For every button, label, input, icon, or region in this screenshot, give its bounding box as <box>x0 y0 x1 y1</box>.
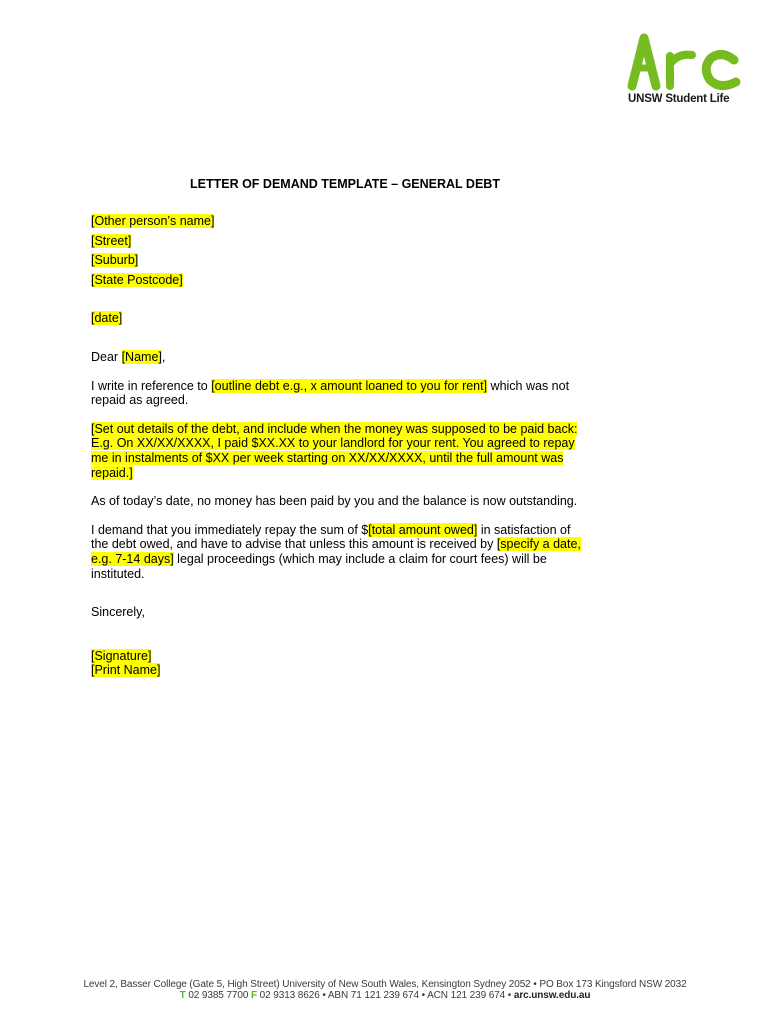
para1-text: I write in reference to <box>91 378 212 393</box>
salutation-name: [Name] <box>121 349 162 364</box>
document-title: LETTER OF DEMAND TEMPLATE – GENERAL DEBT <box>190 177 500 191</box>
debt-outline-placeholder: [outline debt e.g., x amount loaned to you for rent] <box>211 378 488 393</box>
details-line: me in instalments of $XX per week starting on XX/XX/XXXX, until the full amount was <box>91 450 564 465</box>
footer-address: Level 2, Basser College (Gate 5, High Street) University of New South Wales, Kensington Sydney 2052 • PO Box 173 Kingsford NSW 2032 <box>83 979 687 990</box>
details-line: [Set out details of the debt, and include when the money was supposed to be paid back: <box>91 421 578 436</box>
details-line: repaid.] <box>91 465 133 480</box>
letter-date: [date] <box>91 311 123 326</box>
print-name-placeholder: [Print Name] <box>91 663 161 678</box>
signature-placeholder: [Signature] <box>91 648 152 663</box>
para4-text: the debt owed, and have to advise that unless this amount is received by <box>91 537 497 552</box>
due-date-placeholder: e.g. 7-14 days] <box>91 551 174 566</box>
phone-label: T <box>179 990 186 1001</box>
paragraph-balance: As of today’s date, no money has been paid by you and the balance is now outstanding. <box>91 494 578 509</box>
para4-text: in satisfaction of <box>477 522 571 537</box>
salutation <box>91 350 611 365</box>
due-date-placeholder: [specify a date, <box>496 537 581 552</box>
para4-text: legal proceedings (which may include a claim for court fees) will be <box>173 551 547 566</box>
letter-body <box>91 214 611 678</box>
paragraph-reference <box>91 379 611 408</box>
recipient-state-postcode: [State Postcode] <box>91 272 183 287</box>
closing: Sincerely, <box>91 605 145 620</box>
para4-line4: instituted. <box>91 566 145 581</box>
salutation-prefix: Dear <box>91 349 122 364</box>
para1-text: which was not <box>487 378 570 393</box>
details-line: E.g. On XX/XX/XXXX, I paid $XX.XX to your landlord for your rent. You agreed to repay <box>91 436 575 451</box>
website-link[interactable]: arc.unsw.edu.au <box>513 990 591 1001</box>
phone-number: 02 9385 7700 <box>185 990 251 1001</box>
paragraph-demand <box>91 523 611 581</box>
para4-text: I demand that you immediately repay the sum of $ <box>91 522 369 537</box>
para1-line2: repaid as agreed. <box>91 393 189 408</box>
recipient-name: [Other person’s name] <box>91 214 215 228</box>
fax-abn-acn: 02 9313 8626 • ABN 71 121 239 674 • ACN 121 239 674 • <box>257 990 514 1001</box>
logo-tagline: UNSW Student Life <box>628 93 730 105</box>
recipient-address <box>91 214 611 229</box>
recipient-suburb: [Suburb] <box>91 253 139 268</box>
salutation-suffix: , <box>161 349 166 364</box>
footer-contacts <box>0 990 770 1001</box>
paragraph-debt-details <box>91 422 611 480</box>
fax-label: F <box>250 990 257 1001</box>
amount-owed-placeholder: [total amount owed] <box>368 522 478 537</box>
recipient-street: [Street] <box>91 233 132 248</box>
